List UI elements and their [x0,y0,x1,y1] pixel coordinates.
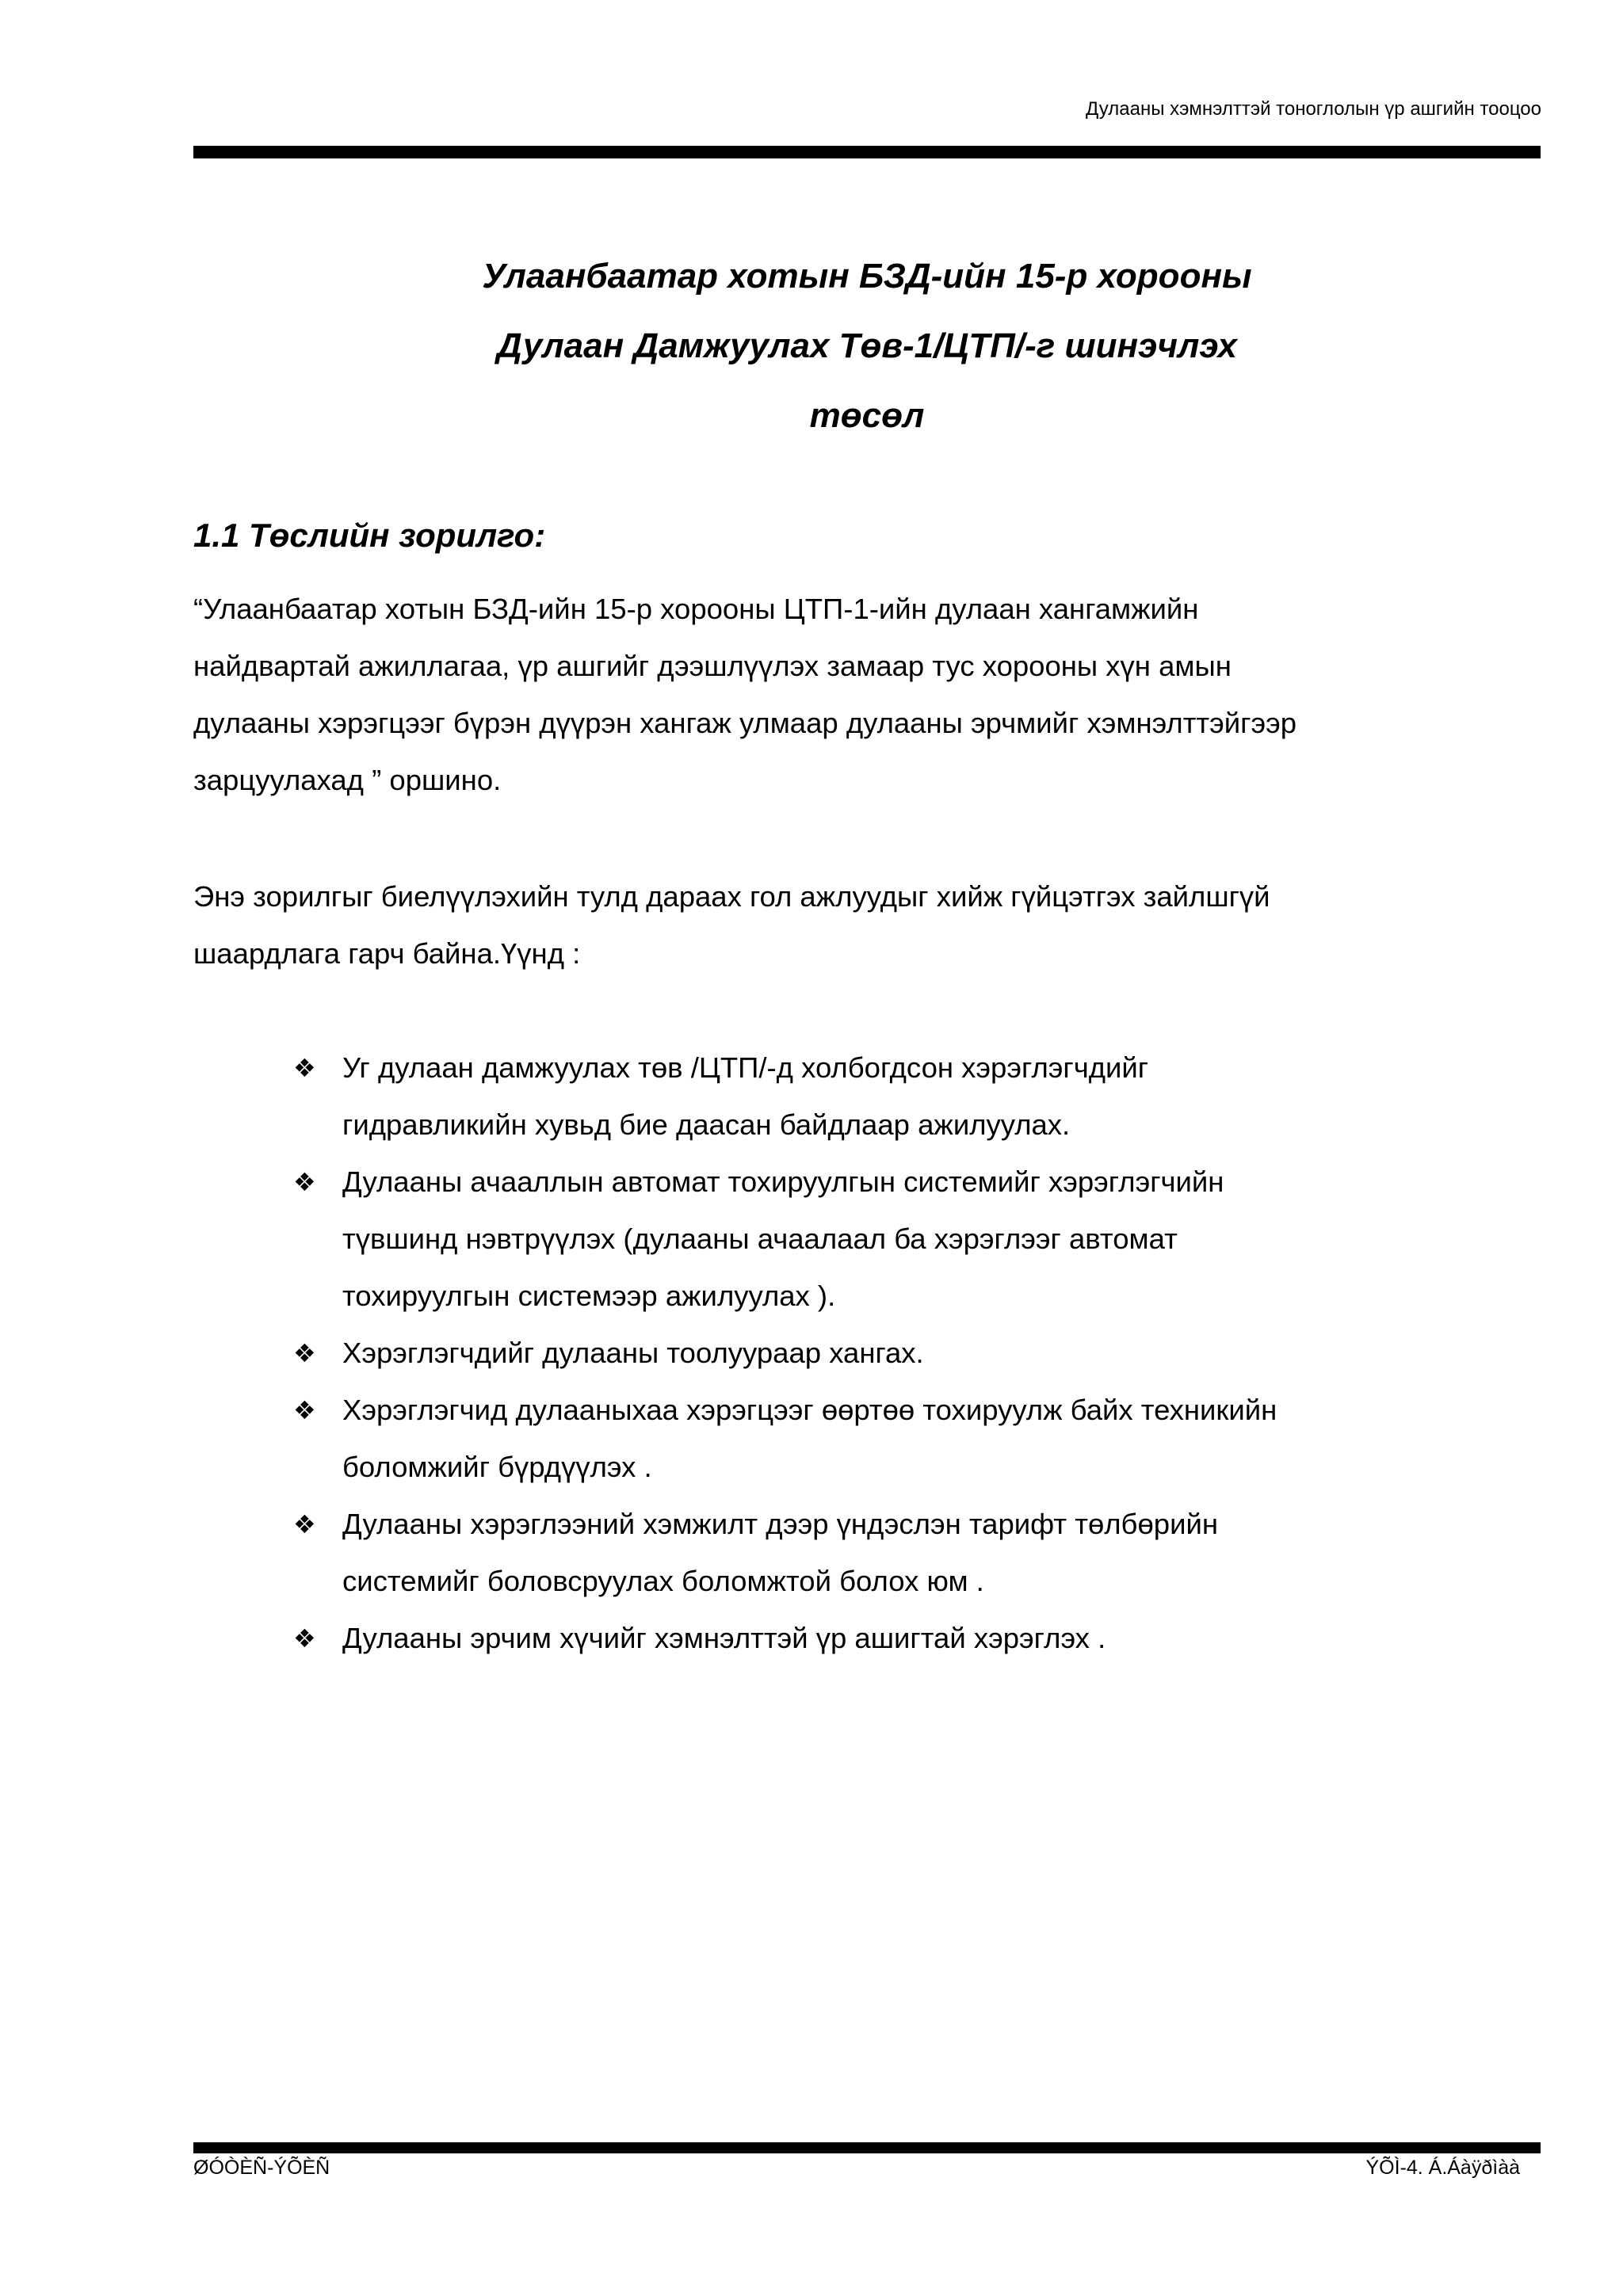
paragraph-line: дулааны хэрэгцээг бүрэн дүүрэн хангаж улмаар дулааны эрчмийг хэмнэлттэйгээр [193,707,1297,739]
list-item-line: Хэрэглэгчид дулааныхаа хэрэгцээг өөртөө тохируулж байх техникийн [342,1394,1277,1426]
task-bullet-list [293,1039,1277,1667]
running-header: Дулааны хэмнэлттэй тоноглолын үр ашгийн тооцоо [1085,98,1541,120]
diamond-bullet-icon: ❖ [293,1338,316,1368]
section-heading: 1.1 Төслийн зорилго: [193,517,546,554]
list-item-line: тохируулгын системээр ажилуулах ). [342,1280,836,1312]
diamond-bullet-icon: ❖ [293,1509,316,1539]
title-line: төсөл [809,396,925,435]
list-item [293,1154,1277,1325]
list-item [293,1610,1277,1667]
title-line: Улаанбаатар хотын БЗД-ийн 15-р хорооны [482,257,1252,296]
list-item-line: Хэрэглэгчдийг дулааны тоолуураар хангах. [342,1337,924,1369]
footer-right-text: ÝÕÌ-4. Á.Áàÿðìàà [1365,2157,1520,2179]
list-item-line: Дулааны хэрэглээний хэмжилт дээр үндэслэн тарифт төлбөрийн [342,1508,1218,1540]
list-item [293,1039,1277,1154]
list-item-line: боломжийг бүрдүүлэх . [342,1451,652,1483]
paragraph-line: “Улаанбаатар хотын БЗД-ийн 15-р хорооны ЦТП-1-ийн дулаан хангамжийн [193,593,1199,625]
diamond-bullet-icon: ❖ [293,1167,316,1197]
tasks-intro-paragraph [193,868,1270,982]
paragraph-line: шаардлага гарч байна.Үүнд : [193,937,581,970]
diamond-bullet-icon: ❖ [293,1053,316,1083]
paragraph-line: найдвартай ажиллагаа, үр ашгийг дээшлүүлэх замаар тус хорооны хүн амын [193,650,1232,682]
diamond-bullet-icon: ❖ [293,1623,316,1653]
title-line: Дулаан Дамжуулах Төв-1/ЦТП/-г шинэчлэх [496,326,1238,365]
list-item-line: гидравликийн хувьд бие даасан байдлаар ажилуулах. [342,1108,1071,1141]
list-item-line: түвшинд нэвтрүүлэх (дулааны ачаалаал ба хэрэглээг автомат [342,1222,1178,1255]
list-item-line: Дулааны ачааллын автомат тохируулгын системийг хэрэглэгчийн [342,1165,1224,1198]
paragraph-line: зарцуулахад ” оршино. [193,764,502,796]
purpose-paragraph [193,581,1296,809]
paragraph-line: Энэ зорилгыг биелүүлэхийн тулд дараах гол ажлуудыг хийж гүйцэтгэх зайлшгүй [193,880,1270,913]
list-item [293,1496,1277,1610]
document-title [193,242,1541,451]
footer-left-text: ØÓÒÈÑ-ÝÕÈÑ [193,2157,330,2179]
list-item-line: Дулааны эрчим хүчийг хэмнэлттэй үр ашигтай хэрэглэх . [342,1622,1106,1654]
list-item-line: системийг боловсруулах боломжтой болох юм . [342,1565,984,1597]
list-item [293,1382,1277,1496]
diamond-bullet-icon: ❖ [293,1395,316,1425]
footer-rule [193,2142,1541,2153]
list-item [293,1325,1277,1382]
header-rule [193,146,1541,158]
list-item-line: Уг дулаан дамжуулах төв /ЦТП/-д холбогдсон хэрэглэгчдийг [342,1051,1149,1084]
